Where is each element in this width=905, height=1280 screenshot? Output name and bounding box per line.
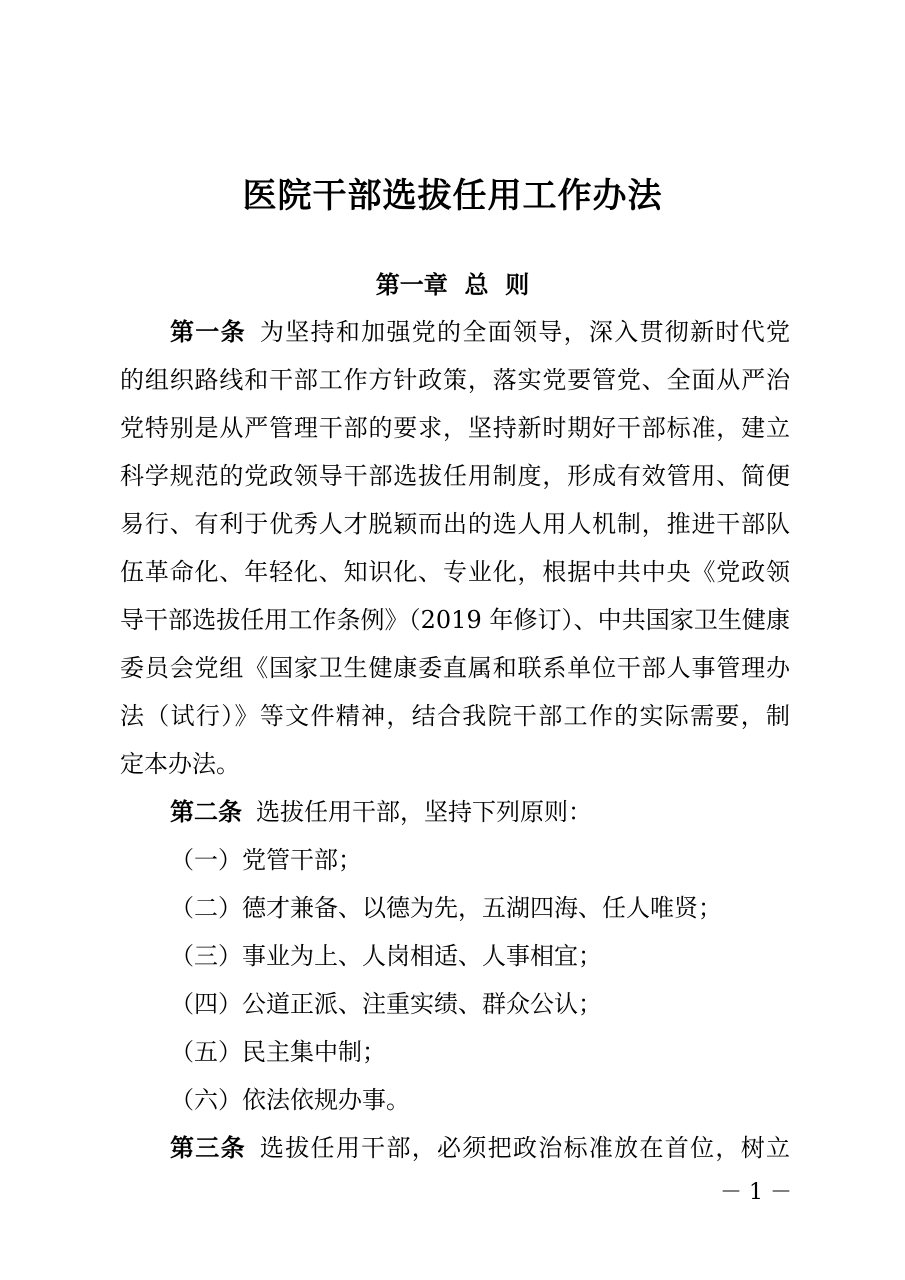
article-3-first-line: [170, 1125, 790, 1171]
article-1-label: 第一条: [170, 318, 246, 346]
article-1-line-5: 易行、有利于优秀人才脱颖而出的选人用人机制，推进干部队: [120, 510, 790, 538]
chapter-heading: 第一章 总 则: [375, 271, 530, 299]
article-1-line-9: 法（试行）》等文件精神，结合我院干部工作的实际需要，制: [120, 702, 790, 730]
article-2-text: 选拔任用干部，坚持下列原则：: [256, 798, 592, 826]
principle-item-4: （四）公道正派、注重实绩、群众公认；: [170, 990, 602, 1018]
article-1-line-7: 导干部选拔任用工作条例》（2019 年修订）、中共国家卫生健康: [120, 606, 790, 634]
article-1-line-3: 党特别是从严管理干部的要求，坚持新时期好干部标准，建立: [120, 414, 790, 442]
article-2-first-line: [170, 789, 790, 835]
article-1-line-2: 的组织路线和干部工作方针政策，落实党要管党、全面从严治: [120, 366, 790, 394]
article-1-line-1: 为坚持和加强党的全面领导，深入贯彻新时代党: [259, 318, 791, 346]
article-1-first-line: [170, 309, 790, 355]
article-3-text: 选拔任用干部，必须把政治标准放在首位，树立: [259, 1134, 791, 1162]
article-1-line-10: 定本办法。: [120, 750, 240, 778]
article-1-line-8: 委员会党组《国家卫生健康委直属和联系单位干部人事管理办: [120, 654, 790, 682]
principle-item-3: （三）事业为上、人岗相适、人事相宜；: [170, 942, 602, 970]
article-1-line-6: 伍革命化、年轻化、知识化、专业化，根据中共中央《党政领: [120, 558, 790, 586]
principle-item-1: （一）党管干部；: [170, 846, 362, 874]
document-title: 医院干部选拔任用工作办法: [242, 176, 663, 216]
principle-item-6: （六）依法依规办事。: [170, 1086, 410, 1114]
article-3-label: 第三条: [170, 1134, 246, 1162]
principle-item-5: （五）民主集中制；: [170, 1038, 386, 1066]
principle-item-2: （二）德才兼备、以德为先，五湖四海、任人唯贤；: [170, 894, 722, 922]
article-1-line-4: 科学规范的党政领导干部选拔任用制度，形成有效管用、简便: [120, 462, 790, 490]
article-2-label: 第二条: [170, 798, 242, 826]
page-number: － 1 －: [720, 1180, 792, 1205]
